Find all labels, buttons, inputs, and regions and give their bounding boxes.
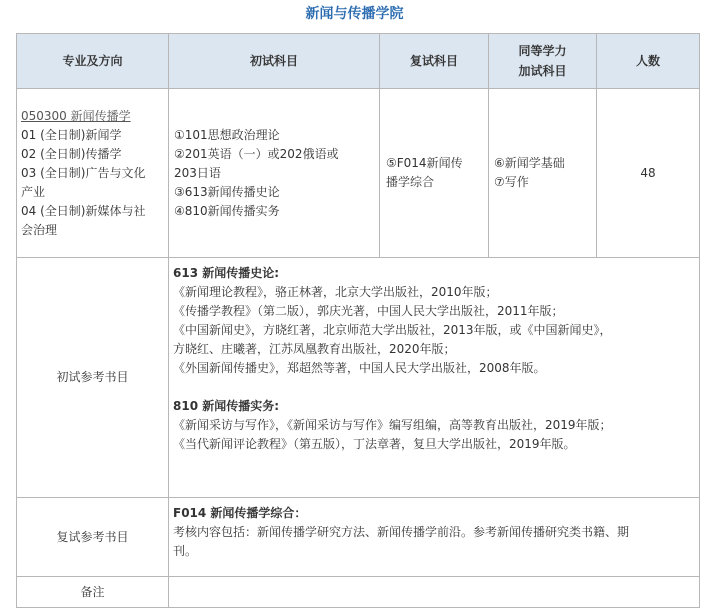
direction-line: 02 (全日制)传播学 [21,146,122,161]
retest-subject-line: ⑤F014新闻传 [386,156,463,170]
initial-subjects-cell [169,89,380,258]
initial-subject: 203日语 [174,165,221,180]
initial-subject: ①101思想政治理论 [174,127,280,142]
initial-subject: ③613新闻传播史论 [174,184,280,199]
ref-line: 《外国新闻传播史》，郑超然等著，中国人民大学出版社，2008年版。 [173,361,546,375]
notes-row [17,577,700,608]
initial-refs-content [169,258,700,498]
header-count: 人数 [597,34,700,89]
direction-line: 会治理 [21,222,58,237]
header-initial-subjects: 初试科目 [169,34,380,89]
ref-line: 刊。 [173,544,198,558]
initial-refs-label: 初试参考书目 [17,258,169,498]
major-cell [17,89,169,258]
initial-subject: ②201英语（一）或202俄语或 [174,146,339,161]
header-row [17,34,700,89]
retest-refs-content [169,498,700,577]
header-retest-subjects: 复试科目 [380,34,489,89]
ref-line: 《传播学教程》（第二版），郭庆光著，中国人民大学出版社，2011年版； [173,304,564,318]
section-gap [173,378,693,397]
initial-subject: ④810新闻传播实务 [174,203,280,218]
program-code-link[interactable]: 050300 新闻传播学 [21,108,131,123]
program-row [17,89,700,258]
retest-refs-label: 复试参考书目 [17,498,169,577]
ref-section-title: 613 新闻传播史论: [173,266,280,280]
equiv-subject: ⑦写作 [494,175,529,189]
retest-refs-row [17,498,700,577]
notes-label: 备注 [17,577,169,608]
ref-line: 考核内容包括：新闻传播学研究方法、新闻传播学前沿。参考新闻传播研究类书籍、期 [173,525,630,539]
header-equiv-line1: 同等学力 [518,44,567,58]
direction-line: 01 (全日制)新闻学 [21,127,122,142]
ref-line: 《新闻理论教程》，骆正林著，北京大学出版社，2010年版； [173,285,498,299]
ref-section-title: 810 新闻传播实务: [173,399,280,413]
page-title: 新闻与传播学院 [305,6,404,22]
direction-line: 产业 [21,184,46,199]
equiv-subjects-cell [489,89,597,258]
ref-section-title: F014 新闻传播学综合： [173,506,307,520]
ref-line: 《当代新闻评论教程》（第五版），丁法章著，复旦大学出版社，2019年版。 [173,437,576,451]
admission-table [16,33,700,608]
ref-line: 《新闻采访与写作》，《新闻采访与写作》编写组编，高等教育出版社，2019年版； [173,418,612,432]
count-cell: 48 [597,89,700,258]
ref-line: 方晓红、庄曦著，江苏凤凰教育出版社，2020年版； [173,342,456,356]
notes-content [169,577,700,608]
equiv-subject: ⑥新闻学基础 [494,156,565,170]
header-equiv-line2: 加试科目 [518,64,567,78]
retest-subjects-cell [380,89,489,258]
initial-refs-row [17,258,700,498]
ref-line: 《中国新闻史》，方晓红著，北京师范大学出版社，2013年版，或《中国新闻史》， [173,323,612,337]
header-equiv-subjects [489,34,597,89]
header-major: 专业及方向 [17,34,169,89]
retest-subject-line: 播学综合 [386,175,435,189]
direction-line: 04 (全日制)新媒体与社 [21,203,146,218]
direction-line: 03 (全日制)广告与文化 [21,165,146,180]
